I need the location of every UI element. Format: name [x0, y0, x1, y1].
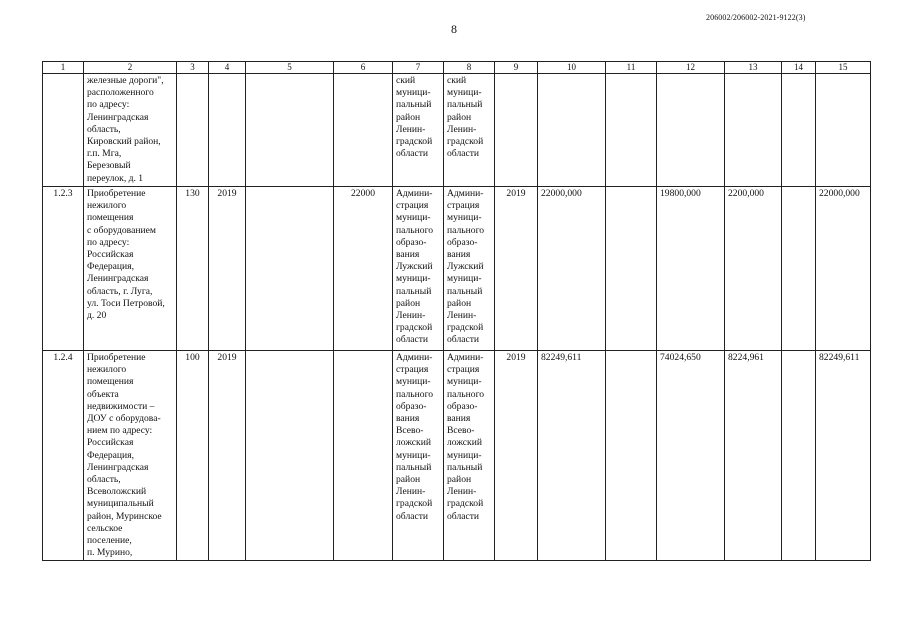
- cell-line: ложский: [396, 437, 431, 449]
- cell-line: муници-: [447, 212, 482, 224]
- cell-c12: 74024,650: [657, 351, 725, 561]
- cell-c10: 82249,611: [538, 351, 606, 561]
- cell-line: Березовый: [87, 160, 131, 172]
- cell-line: вания: [447, 249, 471, 261]
- table-row: [43, 74, 871, 187]
- cell-line: Приобретение: [87, 352, 146, 363]
- cell-line: муници-: [447, 273, 482, 285]
- cell-line: ул. Тоси Петровой,: [87, 297, 165, 309]
- cell-c7: [393, 187, 444, 351]
- document-code: 206002/206002-2021-9122(3): [706, 13, 806, 22]
- cell-c6: [334, 74, 393, 187]
- cell-line: муници-: [396, 87, 431, 99]
- cell-line: область,: [87, 123, 121, 135]
- cell-line: ский: [396, 75, 416, 86]
- cell-line: вания: [396, 249, 420, 261]
- cell-line: области: [396, 510, 429, 522]
- table-row: [43, 351, 871, 561]
- cell-line: с оборудованием: [87, 224, 156, 236]
- cell-line: Ленин-: [396, 310, 426, 322]
- cell-line: вания: [447, 413, 471, 425]
- cell-c14: [782, 351, 816, 561]
- cell-line: нежилого: [87, 200, 127, 212]
- cell-c8: [444, 187, 495, 351]
- column-number-11: 11: [606, 62, 657, 74]
- column-number-15: 15: [816, 62, 871, 74]
- cell-line: Федерация,: [87, 449, 134, 461]
- cell-line: страция: [396, 200, 429, 212]
- cell-c10: 22000,000: [538, 187, 606, 351]
- cell-line: д. 20: [87, 310, 107, 322]
- cell-line: страция: [447, 364, 480, 376]
- cell-line: Федерация,: [87, 261, 134, 273]
- cell-line: Российская: [87, 249, 134, 261]
- cell-c13: [725, 74, 782, 187]
- table-row: [43, 187, 871, 351]
- cell-line: муниципальный: [87, 498, 154, 510]
- cell-line: пальный: [447, 461, 483, 473]
- column-number-9: 9: [495, 62, 538, 74]
- cell-line: район: [396, 297, 421, 309]
- cell-line: по адресу:: [87, 99, 130, 111]
- column-number-6: 6: [334, 62, 393, 74]
- cell-name: [84, 187, 177, 351]
- cell-c15: 82249,611: [816, 351, 871, 561]
- cell-line: пального: [396, 224, 434, 236]
- cell-line: ложский: [447, 437, 482, 449]
- cell-line: область, г. Луга,: [87, 285, 153, 297]
- cell-c12: 19800,000: [657, 187, 725, 351]
- cell-line: муници-: [447, 449, 482, 461]
- cell-num: 1.2.4: [43, 351, 84, 561]
- cell-name: [84, 351, 177, 561]
- cell-line: муници-: [447, 87, 482, 99]
- cell-line: Всеволожский: [87, 486, 147, 498]
- cell-line: недвижимости –: [87, 400, 155, 412]
- cell-c5: [246, 187, 334, 351]
- cell-c15: [816, 74, 871, 187]
- cell-line: п. Мурино,: [87, 547, 133, 559]
- cell-c13: 8224,961: [725, 351, 782, 561]
- cell-c9: 2019: [495, 351, 538, 561]
- column-number-4: 4: [209, 62, 246, 74]
- cell-line: муници-: [396, 273, 431, 285]
- cell-c4: 2019: [209, 351, 246, 561]
- cell-line: вания: [396, 413, 420, 425]
- cell-line: район: [447, 111, 472, 123]
- cell-line: градской: [447, 498, 484, 510]
- cell-c5: [246, 351, 334, 561]
- cell-line: градской: [396, 136, 433, 148]
- cell-c15: 22000,000: [816, 187, 871, 351]
- cell-line: пальный: [396, 461, 432, 473]
- column-number-3: 3: [177, 62, 209, 74]
- cell-c3: 100: [177, 351, 209, 561]
- cell-line: помещения: [87, 376, 134, 388]
- cell-line: образо-: [447, 236, 478, 248]
- cell-line: области: [447, 148, 480, 160]
- cell-c9: [495, 74, 538, 187]
- cell-line: муници-: [396, 212, 431, 224]
- cell-line: пального: [447, 388, 485, 400]
- cell-line: Ленинградская: [87, 273, 149, 285]
- cell-c5: [246, 74, 334, 187]
- column-number-7: 7: [393, 62, 444, 74]
- cell-line: муници-: [447, 376, 482, 388]
- cell-line: области: [447, 510, 480, 522]
- cell-line: пальный: [396, 285, 432, 297]
- cell-line: градской: [447, 322, 484, 334]
- column-number-row: [43, 62, 871, 74]
- cell-line: Админи-: [396, 188, 433, 199]
- cell-line: область,: [87, 474, 121, 486]
- cell-c4: [209, 74, 246, 187]
- cell-line: страция: [396, 364, 429, 376]
- cell-line: градской: [447, 136, 484, 148]
- cell-num: [43, 74, 84, 187]
- cell-line: градской: [396, 498, 433, 510]
- cell-line: район: [447, 474, 472, 486]
- cell-c11: [606, 74, 657, 187]
- cell-c9: 2019: [495, 187, 538, 351]
- cell-line: Ленинградская: [87, 461, 149, 473]
- cell-c12: [657, 74, 725, 187]
- cell-line: Приобретение: [87, 188, 146, 199]
- cell-line: нежилого: [87, 364, 127, 376]
- cell-line: расположенного: [87, 87, 154, 99]
- cell-line: пальный: [447, 99, 483, 111]
- cell-line: градской: [396, 322, 433, 334]
- cell-line: поселение,: [87, 535, 132, 547]
- cell-line: район, Муринское: [87, 510, 162, 522]
- cell-line: Ленин-: [396, 123, 426, 135]
- cell-line: Ленин-: [447, 123, 477, 135]
- cell-line: Всево-: [396, 425, 424, 437]
- cell-c8: [444, 74, 495, 187]
- column-number-14: 14: [782, 62, 816, 74]
- cell-line: муници-: [396, 376, 431, 388]
- cell-line: ДОУ с оборудова-: [87, 413, 161, 425]
- cell-c6: [334, 351, 393, 561]
- cell-line: области: [396, 148, 429, 160]
- cell-num: 1.2.3: [43, 187, 84, 351]
- cell-line: Кировский район,: [87, 136, 161, 148]
- column-number-5: 5: [246, 62, 334, 74]
- column-number-10: 10: [538, 62, 606, 74]
- cell-line: Ленинградская: [87, 111, 149, 123]
- cell-line: Лужский: [447, 261, 484, 273]
- column-number-2: 2: [84, 62, 177, 74]
- cell-c13: 2200,000: [725, 187, 782, 351]
- cell-line: переулок, д. 1: [87, 172, 144, 184]
- cell-line: образо-: [447, 400, 478, 412]
- cell-c14: [782, 74, 816, 187]
- investment-table: [42, 61, 871, 561]
- cell-line: образо-: [396, 236, 427, 248]
- cell-c3: 130: [177, 187, 209, 351]
- cell-line: Админи-: [447, 188, 484, 199]
- cell-line: Админи-: [447, 352, 484, 363]
- cell-c11: [606, 187, 657, 351]
- cell-name: [84, 74, 177, 187]
- cell-line: объекта: [87, 388, 119, 400]
- page-number: 8: [451, 22, 457, 36]
- cell-c14: [782, 187, 816, 351]
- cell-line: образо-: [396, 400, 427, 412]
- cell-line: муници-: [396, 449, 431, 461]
- column-number-13: 13: [725, 62, 782, 74]
- cell-line: области: [447, 334, 480, 346]
- cell-line: нием по адресу:: [87, 425, 153, 437]
- cell-line: сельское: [87, 522, 123, 534]
- cell-line: Российская: [87, 437, 134, 449]
- cell-line: район: [396, 474, 421, 486]
- cell-line: пальный: [396, 99, 432, 111]
- cell-line: страция: [447, 200, 480, 212]
- cell-line: области: [396, 334, 429, 346]
- column-number-1: 1: [43, 62, 84, 74]
- column-number-12: 12: [657, 62, 725, 74]
- cell-line: г.п. Мга,: [87, 148, 122, 160]
- cell-c4: 2019: [209, 187, 246, 351]
- cell-c7: [393, 351, 444, 561]
- cell-line: пальный: [447, 285, 483, 297]
- column-number-8: 8: [444, 62, 495, 74]
- cell-line: помещения: [87, 212, 134, 224]
- cell-line: Ленин-: [396, 486, 426, 498]
- cell-line: Всево-: [447, 425, 475, 437]
- cell-c6: 22000: [334, 187, 393, 351]
- cell-line: район: [447, 297, 472, 309]
- cell-line: пального: [396, 388, 434, 400]
- cell-c7: [393, 74, 444, 187]
- cell-line: ский: [447, 75, 467, 86]
- cell-c3: [177, 74, 209, 187]
- cell-c10: [538, 74, 606, 187]
- cell-line: пального: [447, 224, 485, 236]
- cell-c11: [606, 351, 657, 561]
- cell-line: по адресу:: [87, 236, 130, 248]
- cell-c8: [444, 351, 495, 561]
- cell-line: Лужский: [396, 261, 433, 273]
- cell-line: Админи-: [396, 352, 433, 363]
- cell-line: железные дороги",: [87, 75, 164, 86]
- cell-line: Ленин-: [447, 486, 477, 498]
- cell-line: Ленин-: [447, 310, 477, 322]
- cell-line: район: [396, 111, 421, 123]
